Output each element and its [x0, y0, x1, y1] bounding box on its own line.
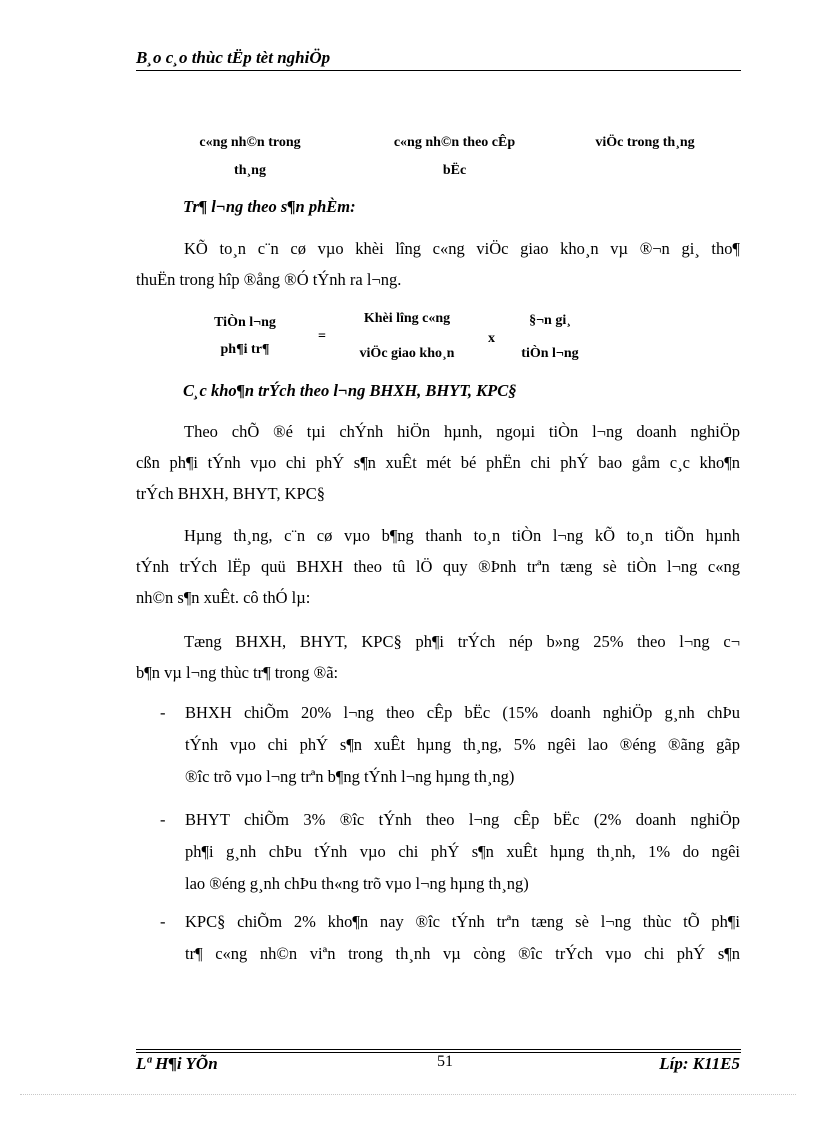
formula-top-term3-line1: viÖc trong th¸ng: [595, 135, 695, 150]
paragraph-line: b¶n vµ l¬ng thùc tr¶ trong ®ã:: [136, 663, 339, 682]
bullet-marker: -: [160, 912, 166, 931]
paragraph-line: thuËn trong hîp ®ång ®Ó tÝnh ra l¬ng.: [136, 270, 402, 289]
paragraph-line: Hµng th¸ng, c¨n cø vµo b¶ng thanh to¸n tiÒn l¬ng kÕ to¸n tiÕn hµnh: [184, 526, 740, 545]
page-number: 51: [437, 1053, 453, 1070]
bullet-item-kpcd: [185, 906, 740, 970]
paragraph-line: tÝnh trÝch lËp quü BHXH theo tû lÖ quy ®Þnh trªn tæng sè tiÒn l¬ng c«ng: [136, 557, 740, 576]
bullet-line: ®îc trõ vµo l¬ng trªn b¶ng tÝnh l¬ng hµng th¸ng): [185, 767, 515, 786]
bullet-line: KPC§ chiÕm 2% kho¶n nay ®îc tÝnh trªn tæng sè l¬ng thùc tÕ ph¶i: [185, 912, 740, 931]
formula-top-term1-line2: th¸ng: [234, 163, 266, 178]
paragraph-deductions-2: [136, 520, 740, 613]
bullet-marker: -: [160, 810, 166, 829]
section-heading-piecework: Tr¶ l¬ng theo s¶n phÈm:: [183, 197, 356, 216]
bullet-line: lao ®éng g¸nh chÞu th«ng trõ vµo l¬ng hµng th¸ng): [185, 874, 529, 893]
page-bottom-dotted-edge: [20, 1094, 796, 1095]
paragraph-line: Tæng BHXH, BHYT, KPC§ ph¶i trÝch nép b»ng 25% theo l¬ng c¬: [184, 632, 740, 651]
paragraph-deductions-1: [136, 416, 740, 509]
formula-top-term2-line1: c«ng nh©n theo cÊp: [393, 135, 516, 150]
footer-author: Lª H¶i YÕn: [136, 1054, 218, 1073]
header-divider: [136, 70, 741, 71]
formula-multiply-sign: x: [488, 331, 495, 346]
formula-rhs-line1: §¬n gi¸: [529, 313, 571, 328]
bullet-line: tÝnh vµo chi phÝ s¶n xuÊt hµng th¸ng, 5% ngêi lao ®éng ®ãng gãp: [185, 735, 740, 754]
bullet-line: BHXH chiÕm 20% l¬ng theo cÊp bËc (15% doanh nghiÖp g¸nh chÞu: [185, 703, 740, 722]
paragraph-line: trÝch BHXH, BHYT, KPC§: [136, 484, 325, 503]
footer-class: Líp: K11E5: [659, 1054, 740, 1073]
formula-numerator-line1: Khèi lîng c«ng: [363, 311, 451, 326]
formula-lhs-line2: ph¶i tr¶: [220, 342, 270, 357]
bullet-line: BHYT chiÕm 3% ®îc tÝnh theo l¬ng cÊp bËc (2% doanh nghiÖp: [185, 810, 740, 829]
paragraph-line: nh©n s¶n xuÊt. cô thÓ lµ:: [136, 588, 311, 607]
formula-equals-sign: =: [318, 329, 326, 344]
formula-top-term2-line2: bËc: [442, 163, 467, 178]
bullet-line: tr¶ c«ng nh©n viªn trong th¸nh vµ còng ®îc trÝch vµo chi phÝ s¶n: [185, 944, 740, 963]
bullet-item-bhyt: [185, 804, 740, 900]
paragraph-deductions-3: [136, 626, 740, 688]
section-heading-deductions: C¸c kho¶n trÝch theo l¬ng BHXH, BHYT, KPC§: [183, 381, 517, 400]
page-header-title: B¸o c¸o thùc tËp tèt nghiÖp: [136, 48, 331, 67]
paragraph-piecework: [136, 233, 740, 295]
formula-top-term1-line1: c«ng nh©n trong: [199, 135, 301, 150]
formula-lhs-line1: TiÒn l¬ng: [214, 315, 276, 330]
bullet-item-bhxh: [185, 697, 740, 793]
paragraph-line: Theo chÕ ®é tµi chÝnh hiÖn hµnh, ngoµi tiÒn l¬ng doanh nghiÖp: [184, 422, 740, 441]
formula-numerator-line2: viÖc giao kho¸n: [359, 346, 455, 361]
formula-rhs-line2: tiÒn l¬ng: [521, 346, 579, 361]
bullet-line: ph¶i g¸nh chÞu tÝnh vµo chi phÝ s¶n xuÊt hµng th¸nh, 1% do ngêi: [185, 842, 740, 861]
footer-divider-top: [136, 1049, 741, 1050]
paragraph-line: KÕ to¸n c¨n cø vµo khèi lîng c«ng viÖc giao kho¸n vµ ®¬n gi¸ tho¶: [184, 239, 740, 258]
bullet-marker: -: [160, 703, 166, 722]
paragraph-line: cßn ph¶i tÝnh vµo chi phÝ s¶n xuÊt mét bé phËn chi phÝ bao gåm c¸c kho¶n: [136, 453, 740, 472]
